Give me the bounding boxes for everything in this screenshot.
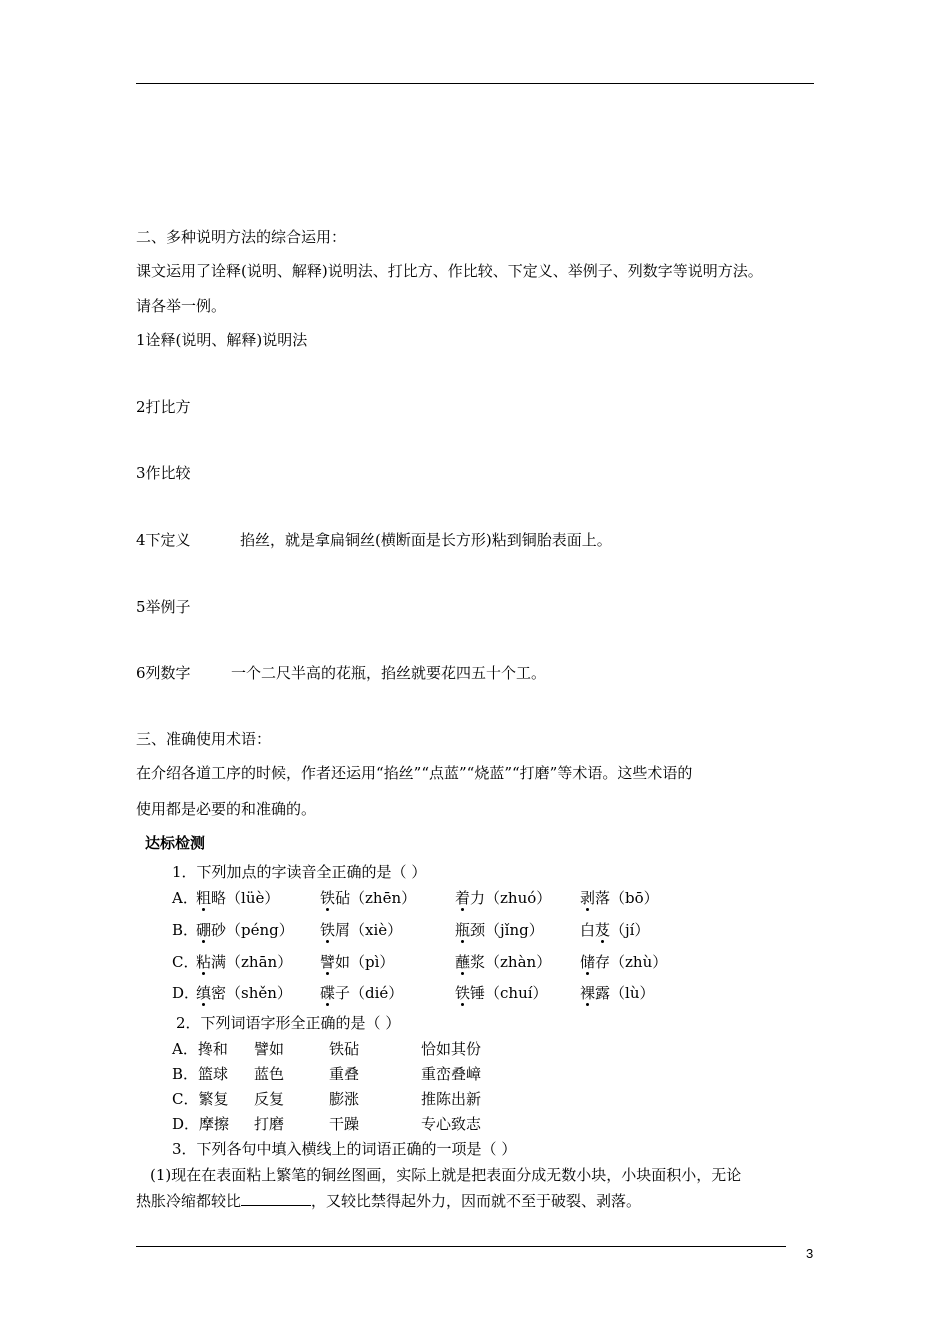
character: 密 bbox=[211, 984, 227, 1002]
option-word: 繁复 bbox=[198, 1090, 229, 1108]
page-number: 3 bbox=[806, 1246, 814, 1261]
option-word: 蓝色 bbox=[254, 1065, 285, 1083]
dotted-character: 碟 bbox=[320, 984, 336, 1002]
option-word: 干躁 bbox=[329, 1115, 360, 1133]
character: 屑 bbox=[335, 921, 351, 939]
dotted-character: 白 bbox=[580, 921, 596, 939]
character: 如 bbox=[335, 953, 351, 971]
dotted-character: 铁 bbox=[320, 921, 336, 939]
dotted-character: 裸 bbox=[580, 984, 596, 1002]
dotted-character: 譬 bbox=[320, 953, 336, 971]
pinyin: （shěn） bbox=[226, 984, 292, 1002]
pinyin-item bbox=[455, 983, 548, 1003]
pinyin: （zhuó） bbox=[485, 889, 552, 907]
question-1-option-row bbox=[172, 888, 659, 908]
question-2-option-row bbox=[172, 1039, 482, 1059]
dotted-character: 缜 bbox=[196, 984, 212, 1002]
section3-line1: 在介绍各道工序的时候，作者还运用“掐丝”“点蓝”“烧蓝”“打磨”等术语。这些术语的 bbox=[136, 764, 693, 782]
method-item-5 bbox=[136, 597, 191, 617]
pinyin-item bbox=[320, 952, 394, 972]
method-label: 1诠释(说明、解释)说明法 bbox=[136, 331, 308, 349]
dotted-character: 剥 bbox=[580, 889, 596, 907]
question-1-option-row bbox=[172, 920, 650, 940]
pinyin-item bbox=[580, 952, 667, 972]
pinyin: （jǐng） bbox=[485, 921, 544, 939]
pinyin: （zhān） bbox=[226, 953, 293, 971]
method-label: 5举例子 bbox=[136, 598, 191, 616]
footer-rule bbox=[136, 1246, 786, 1247]
option-word: 铁砧 bbox=[329, 1040, 360, 1058]
question-3-sentence1-line1: (1)现在在表面粘上繁笔的铜丝图画，实际上就是把表面分成无数小块，小块面积小，无论 bbox=[150, 1166, 742, 1184]
header-rule bbox=[136, 83, 814, 84]
pinyin: （bō） bbox=[610, 889, 659, 907]
character: 存 bbox=[595, 953, 611, 971]
test-heading: 达标检测 bbox=[145, 834, 206, 852]
option-prefix: A． bbox=[172, 889, 198, 907]
section2-intro-line2: 请各举一例。 bbox=[136, 297, 227, 315]
option-word: 摩擦 bbox=[199, 1115, 230, 1133]
method-item-2 bbox=[136, 397, 191, 417]
dotted-character: 铁 bbox=[455, 984, 471, 1002]
method-item-4 bbox=[136, 530, 612, 550]
character: 落 bbox=[595, 889, 611, 907]
dotted-character: 粘 bbox=[196, 953, 212, 971]
character: 力 bbox=[470, 889, 486, 907]
option-prefix: C． bbox=[172, 1090, 199, 1108]
pinyin: （pì） bbox=[350, 953, 395, 971]
pinyin: （péng） bbox=[226, 921, 294, 939]
dotted-character: 着 bbox=[455, 889, 471, 907]
pinyin: （lù） bbox=[610, 984, 655, 1002]
method-label: 6列数字 bbox=[136, 664, 191, 682]
pinyin: （lüè） bbox=[226, 889, 280, 907]
method-item-1 bbox=[136, 330, 307, 350]
question-1-option-row bbox=[172, 952, 668, 972]
dotted-character: 铁 bbox=[320, 889, 336, 907]
dotted-character: 储 bbox=[580, 953, 596, 971]
option-prefix: C． bbox=[172, 953, 199, 971]
dotted-character: 瓶 bbox=[455, 921, 471, 939]
character: 子 bbox=[335, 984, 351, 1002]
pinyin-item bbox=[320, 983, 403, 1003]
character: 颈 bbox=[470, 921, 486, 939]
pinyin: （jí） bbox=[610, 921, 650, 939]
option-prefix: B． bbox=[172, 921, 199, 939]
pinyin: （chuí） bbox=[485, 984, 548, 1002]
section3-line2: 使用都是必要的和准确的。 bbox=[136, 800, 317, 818]
character: 砧 bbox=[335, 889, 351, 907]
option-word: 搀和 bbox=[197, 1040, 228, 1058]
option-prefix: A． bbox=[172, 1040, 198, 1058]
pinyin-item bbox=[196, 983, 292, 1003]
character: 露 bbox=[595, 984, 611, 1002]
question-1-option-row bbox=[172, 983, 655, 1003]
pinyin-item bbox=[580, 983, 655, 1003]
character: 浆 bbox=[470, 953, 486, 971]
character: 满 bbox=[211, 953, 227, 971]
option-word: 重峦叠嶂 bbox=[421, 1065, 482, 1083]
question-1-stem: 1．下列加点的字读音全正确的是（ ） bbox=[172, 863, 427, 881]
option-prefix: B． bbox=[172, 1065, 199, 1083]
option-word: 譬如 bbox=[254, 1040, 285, 1058]
option-word: 反复 bbox=[254, 1090, 285, 1108]
character: 略 bbox=[211, 889, 227, 907]
pinyin: （zhù） bbox=[610, 953, 668, 971]
pinyin-item bbox=[196, 952, 292, 972]
method-example: 掐丝，就是拿扁铜丝(横断面是长方形)粘到铜胎表面上。 bbox=[240, 531, 612, 549]
dotted-character: 蘸 bbox=[455, 953, 471, 971]
method-item-3 bbox=[136, 463, 191, 483]
pinyin: （xiè） bbox=[350, 921, 403, 939]
question-2-option-row bbox=[172, 1114, 482, 1134]
option-word: 恰如其份 bbox=[421, 1040, 482, 1058]
pinyin-item bbox=[455, 952, 551, 972]
pinyin-item bbox=[196, 888, 279, 908]
section3-heading: 三、准确使用术语： bbox=[136, 730, 272, 748]
answer-blank[interactable] bbox=[241, 1191, 311, 1206]
option-word: 推陈出新 bbox=[421, 1090, 482, 1108]
pinyin: （zhàn） bbox=[485, 953, 552, 971]
option-word: 重叠 bbox=[329, 1065, 360, 1083]
method-item-6 bbox=[136, 663, 547, 683]
pinyin-item bbox=[196, 920, 294, 940]
method-label: 2打比方 bbox=[136, 398, 191, 416]
character: 锤 bbox=[470, 984, 486, 1002]
dotted-character: 粗 bbox=[196, 889, 212, 907]
option-word: 篮球 bbox=[198, 1065, 229, 1083]
character: 芨 bbox=[595, 921, 611, 939]
method-example: 一个二尺半高的花瓶，掐丝就要花四五十个工。 bbox=[231, 664, 547, 682]
pinyin-item bbox=[455, 920, 544, 940]
option-prefix: D． bbox=[172, 984, 200, 1002]
option-word: 膨涨 bbox=[329, 1090, 360, 1108]
pinyin: （zhēn） bbox=[350, 889, 417, 907]
section2-heading: 二、多种说明方法的综合运用： bbox=[136, 228, 347, 246]
pinyin-item bbox=[580, 888, 659, 908]
option-prefix: D． bbox=[172, 1115, 200, 1133]
pinyin-item bbox=[455, 888, 551, 908]
character: 砂 bbox=[211, 921, 227, 939]
option-word: 专心致志 bbox=[421, 1115, 482, 1133]
method-label: 4下定义 bbox=[136, 531, 191, 549]
pinyin-item bbox=[320, 920, 402, 940]
method-label: 3作比较 bbox=[136, 464, 191, 482]
sentence-text: 热胀冷缩都较比 bbox=[136, 1192, 242, 1210]
dotted-character: 硼 bbox=[196, 921, 212, 939]
pinyin-item bbox=[580, 920, 649, 940]
question-2-stem: 2．下列词语字形全正确的是（ ） bbox=[176, 1014, 401, 1032]
question-2-option-row bbox=[172, 1064, 482, 1084]
question-2-option-row bbox=[172, 1089, 482, 1109]
pinyin: （dié） bbox=[350, 984, 404, 1002]
option-word: 打磨 bbox=[254, 1115, 285, 1133]
pinyin-item bbox=[320, 888, 416, 908]
question-3-sentence1-line2 bbox=[136, 1191, 641, 1211]
question-3-stem: 3．下列各句中填入横线上的词语正确的一项是（ ） bbox=[172, 1140, 517, 1158]
sentence-text: ，又较比禁得起外力，因而就不至于破裂、剥落。 bbox=[311, 1192, 642, 1210]
section2-intro-line1: 课文运用了诠释(说明、解释)说明法、打比方、作比较、下定义、举例子、列数字等说明方法。 bbox=[136, 262, 763, 280]
